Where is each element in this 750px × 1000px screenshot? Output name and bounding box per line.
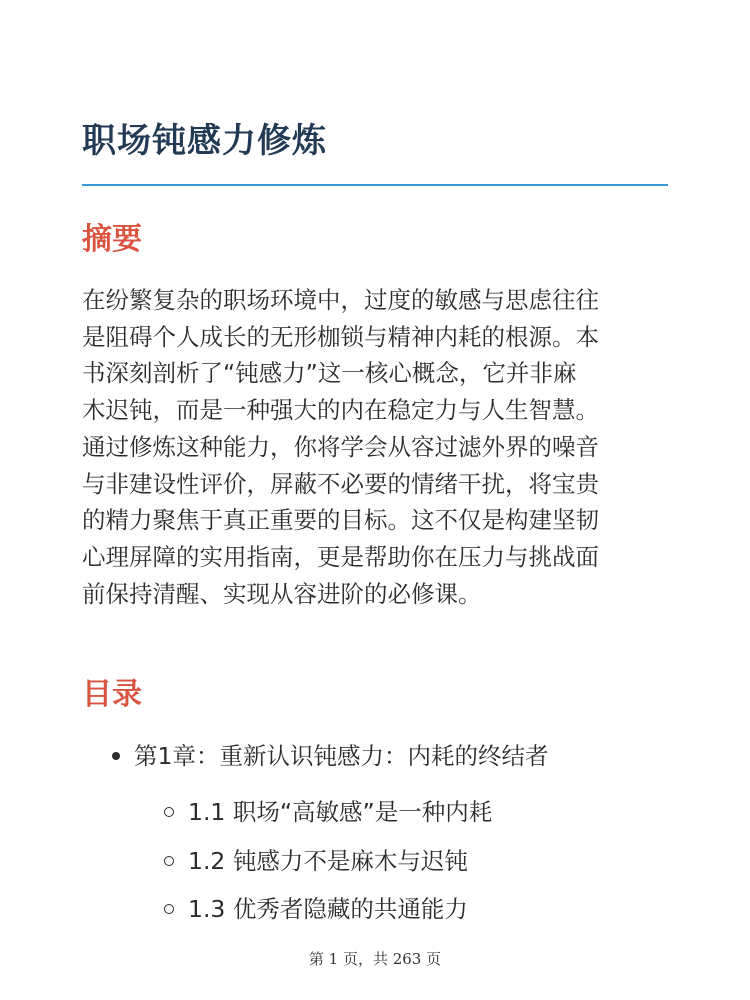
bullet-circle-icon bbox=[164, 807, 174, 817]
abstract-heading: 摘要 bbox=[82, 222, 142, 257]
abstract-line: 的精力聚焦于真正重要的目标。这不仅是构建坚韧 bbox=[82, 506, 599, 535]
toc-section-list bbox=[82, 794, 672, 940]
toc-chapter-item[interactable] bbox=[82, 738, 672, 923]
toc-section-label: 1.3 优秀者隐藏的共通能力 bbox=[188, 895, 468, 923]
bullet-disc-icon bbox=[112, 752, 120, 760]
bullet-circle-icon bbox=[164, 904, 174, 914]
toc-chapter-label: 第1章：重新认识钝感力：内耗的终结者 bbox=[134, 742, 549, 770]
abstract-line: 心理屏障的实用指南，更是帮助你在压力与挑战面 bbox=[82, 542, 599, 571]
abstract-line: 书深刻剖析了“钝感力”这一核心概念，它并非麻 bbox=[82, 359, 577, 388]
document-title: 职场钝感力修炼 bbox=[82, 121, 327, 161]
toc-section-item[interactable] bbox=[82, 843, 672, 892]
abstract-paragraph bbox=[82, 282, 672, 612]
title-divider bbox=[82, 184, 668, 186]
toc-heading: 目录 bbox=[82, 677, 142, 712]
abstract-line: 木迟钝，而是一种强大的内在稳定力与人生智慧。 bbox=[82, 396, 599, 425]
toc-section-label: 1.2 钝感力不是麻木与迟钝 bbox=[188, 846, 468, 875]
abstract-line: 是阻碍个人成长的无形枷锁与精神内耗的根源。本 bbox=[82, 322, 599, 351]
abstract-line: 与非建设性评价，屏蔽不必要的情绪干扰，将宝贵 bbox=[82, 469, 599, 498]
bullet-circle-icon bbox=[164, 856, 174, 866]
toc-section-item[interactable] bbox=[82, 891, 672, 940]
toc-section-item[interactable] bbox=[82, 794, 672, 843]
table-of-contents bbox=[82, 738, 672, 923]
abstract-line: 在纷繁复杂的职场环境中，过度的敏感与思虑往往 bbox=[82, 286, 599, 314]
abstract-line: 通过修炼这种能力，你将学会从容过滤外界的噪音 bbox=[82, 432, 599, 461]
page-number-footer: 第 1 页，共 263 页 bbox=[308, 950, 442, 968]
toc-section-label: 1.1 职场“高敏感”是一种内耗 bbox=[188, 798, 493, 826]
abstract-line: 前保持清醒、实现从容进阶的必修课。 bbox=[82, 579, 482, 608]
